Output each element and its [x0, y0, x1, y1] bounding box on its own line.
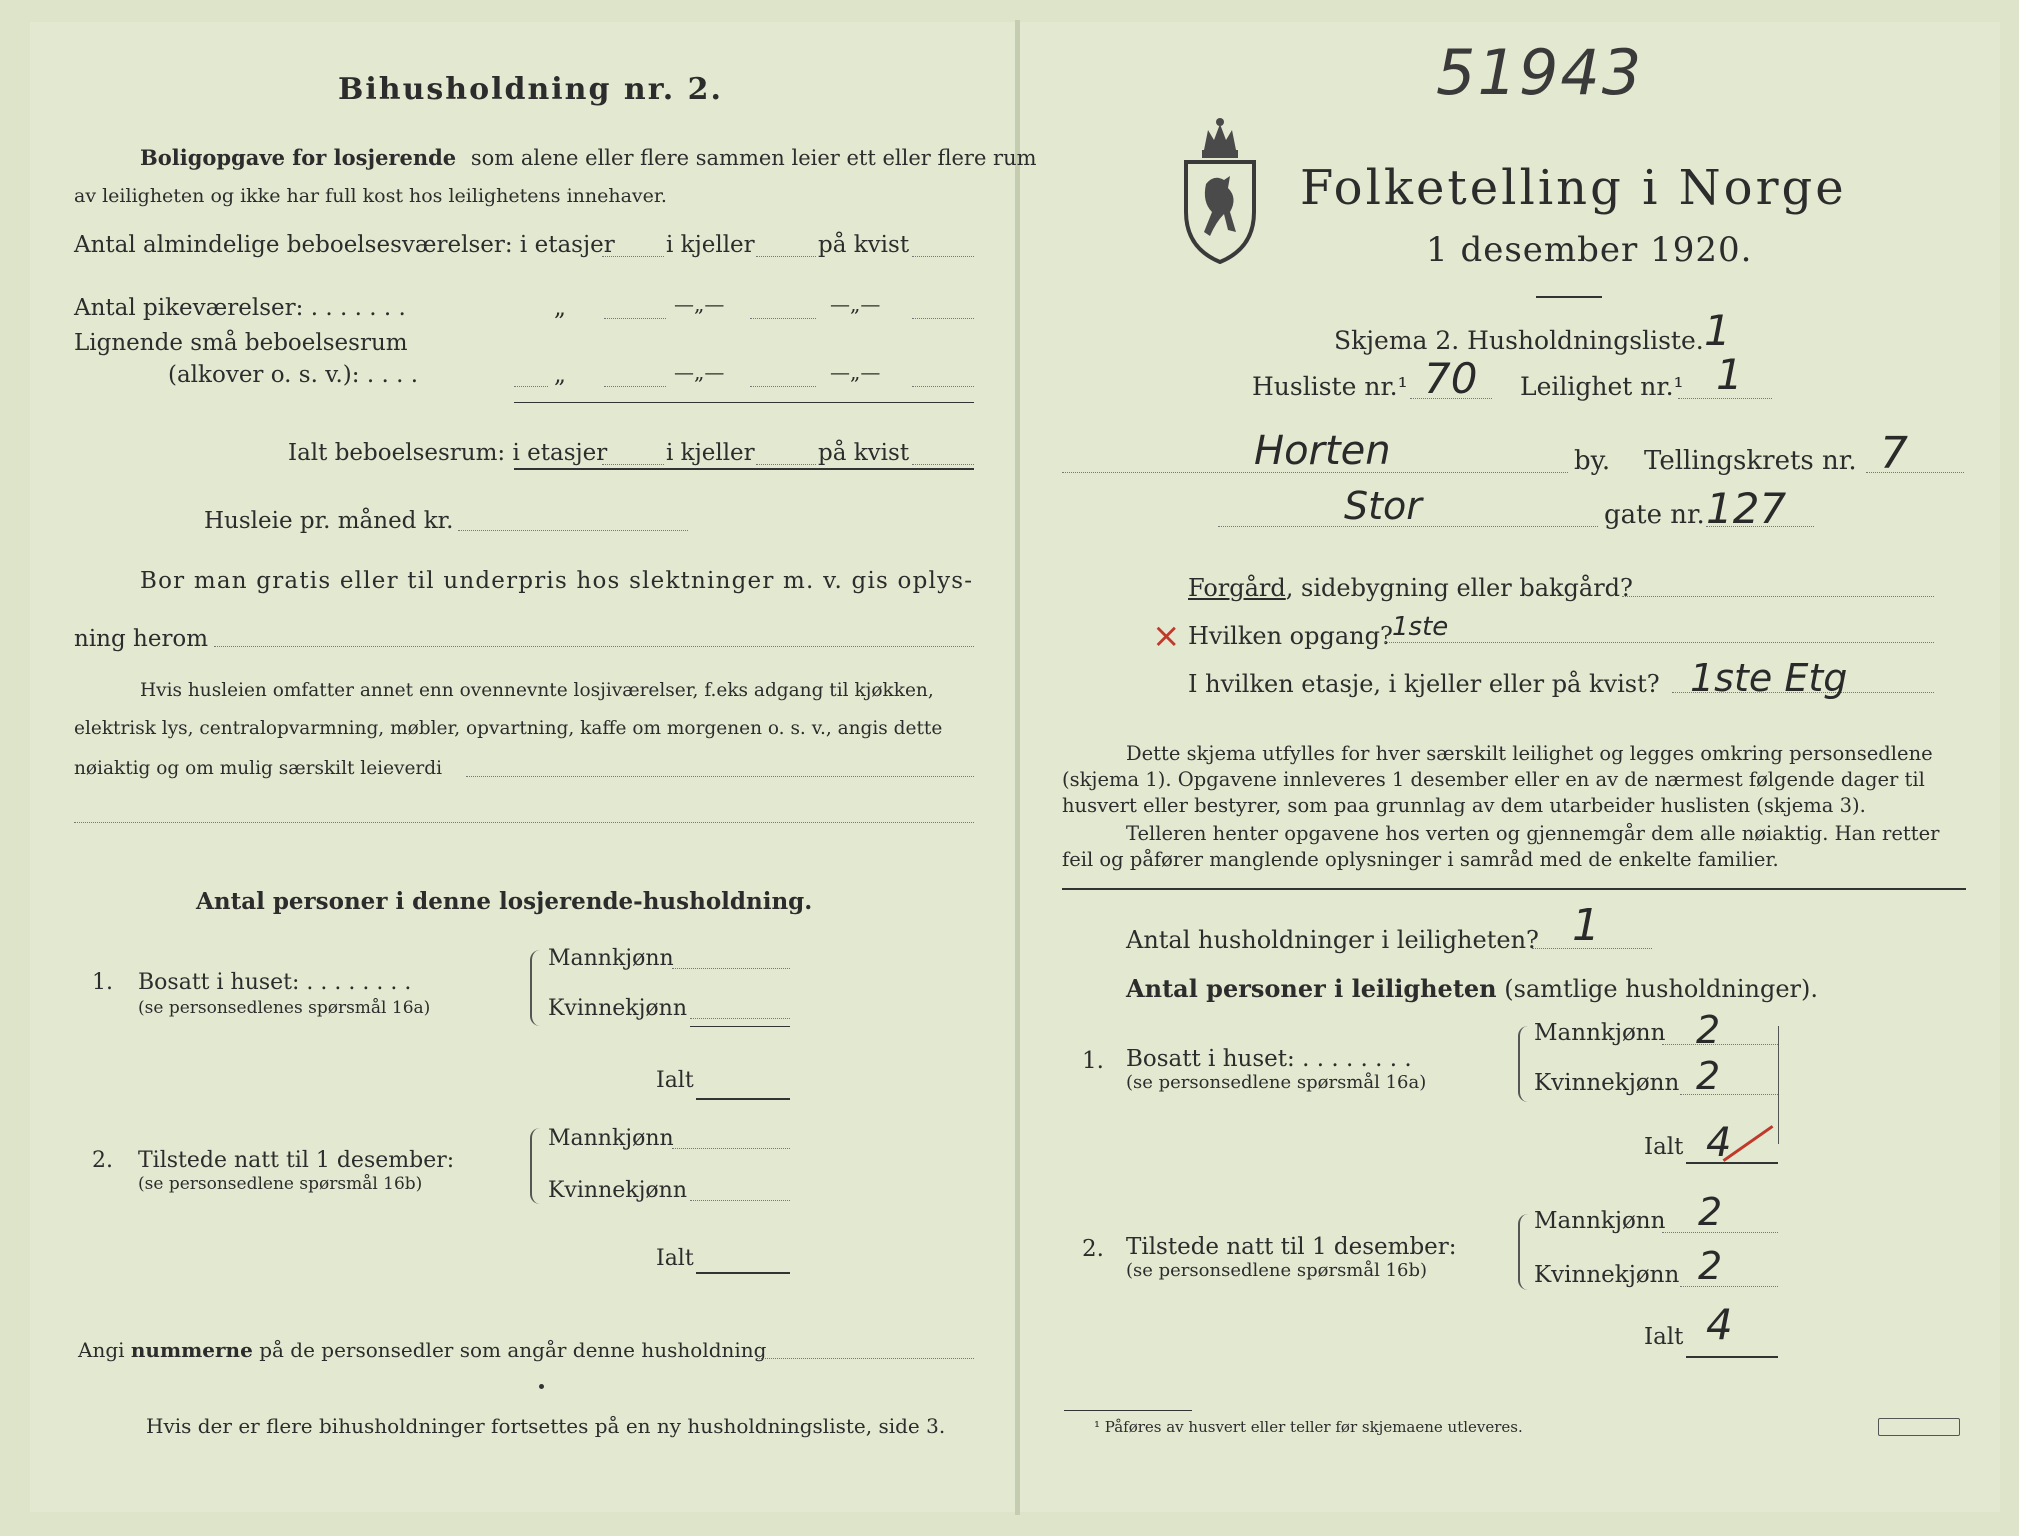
instructions-4: Telleren henter opgavene hos verten og gjennemgår dem alle nøiaktig. Han retter	[1126, 822, 1940, 845]
archive-number: 51943	[1436, 36, 1644, 109]
rooms-label: Antal almindelige beboelsesværelser: i etasjer	[74, 232, 615, 258]
intro-rest: som alene eller flere sammen leier ett eller flere rum	[470, 146, 1037, 170]
instructions-5: feil og påfører manglende oplysninger i samråd med de enkelte familier.	[1062, 848, 1779, 871]
right-persons-heading-rest: (samtlige husholdninger).	[1504, 975, 1819, 1003]
right-persons-heading	[1126, 974, 1818, 1003]
census-date: 1 desember 1920.	[1426, 230, 1753, 270]
small-cellar-field[interactable]	[750, 386, 816, 387]
right-q1-female-field[interactable]	[1680, 1094, 1778, 1095]
opgang-label: Hvilken opgang?	[1188, 622, 1393, 650]
krets-label: Tellingskrets nr.	[1644, 446, 1857, 476]
right-q1-male-label: Mannkjønn	[1534, 1020, 1666, 1046]
left-q1-male-field[interactable]	[672, 968, 790, 969]
left-q1-female-field[interactable]	[690, 1018, 790, 1019]
rent-note-3: nøiaktig og om mulig særskilt leieverdi	[74, 758, 443, 779]
left-q1-female-label: Kvinnekjønn	[548, 996, 687, 1021]
numbers-line	[78, 1338, 766, 1362]
rooms-attic-field[interactable]	[912, 256, 974, 257]
right-q2-total-value[interactable]: 4	[1706, 1300, 1733, 1349]
right-q2-sub: (se personsedlene spørsmål 16b)	[1126, 1260, 1428, 1281]
left-q1-brace	[530, 950, 544, 1026]
rooms-cellar-label: i kjeller	[666, 232, 755, 258]
right-q1-vertical-mark	[1778, 1026, 1779, 1144]
left-q2-total-label: Ialt	[656, 1246, 694, 1271]
page-fold	[1015, 20, 1020, 1515]
left-q2-brace	[530, 1128, 544, 1204]
small-rooms-label-1: Lignende små beboelsesrum	[74, 330, 408, 356]
total-attic-label: på kvist	[818, 440, 910, 466]
right-q2-number: 2.	[1082, 1236, 1104, 1262]
instructions-2: (skjema 1). Opgavene innleveres 1 desember eller en av de nærmest følgende dager til	[1062, 768, 1925, 791]
left-q1-label: Bosatt i huset: . . . . . . . .	[138, 970, 412, 995]
small-etasjer-field[interactable]	[604, 386, 666, 387]
forgard-line	[1188, 574, 1633, 602]
total-cellar-field[interactable]	[756, 464, 816, 465]
right-q2-female-field[interactable]	[1680, 1286, 1778, 1287]
left-q2-female-field[interactable]	[690, 1200, 790, 1201]
etasje-value[interactable]: 1ste Etg	[1690, 656, 1848, 700]
right-q2-label: Tilstede natt til 1 desember:	[1126, 1234, 1457, 1260]
intro-line-1	[140, 145, 1037, 170]
numbers-label-pre: Angi	[78, 1338, 125, 1362]
forgard-underlined: Forgård	[1188, 574, 1286, 602]
numbers-label-bold: nummerne	[130, 1338, 253, 1362]
maid-rooms-label: Antal pikeværelser: . . . . . . .	[74, 295, 406, 321]
total-rooms-label: Ialt beboelsesrum: i etasjer	[288, 440, 608, 466]
right-title: Folketelling i Norge	[1300, 160, 1847, 216]
maid-attic-field[interactable]	[912, 318, 974, 319]
left-q2-label: Tilstede natt til 1 desember:	[138, 1148, 455, 1173]
right-q2-total-label: Ialt	[1644, 1324, 1684, 1350]
maid-ditto-1: „	[554, 295, 566, 321]
city-label: by.	[1574, 446, 1611, 476]
leilighet-value[interactable]: 1	[1716, 350, 1743, 399]
right-q2-male-label: Mannkjønn	[1534, 1208, 1666, 1234]
rooms-rule	[514, 402, 974, 403]
maid-ditto-3: —„—	[830, 292, 881, 316]
instructions-1: Dette skjema utfylles for hver særskilt leilighet og legges omkring personsedlene	[1126, 742, 1933, 765]
intro-bold: Boligopgave for losjerende	[140, 145, 457, 170]
households-label: Antal husholdninger i leiligheten?	[1126, 926, 1539, 954]
free-line-2: ning herom	[74, 626, 209, 652]
maid-cellar-field[interactable]	[750, 318, 816, 319]
right-q2-female-value[interactable]: 2	[1698, 1244, 1723, 1288]
households-value[interactable]: 1	[1572, 900, 1600, 951]
left-q1-male-label: Mannkjønn	[548, 946, 674, 971]
right-q1-female-value[interactable]: 2	[1696, 1054, 1721, 1098]
forgard-rest: , sidebygning eller bakgård?	[1285, 574, 1633, 602]
left-q2-male-field[interactable]	[672, 1148, 790, 1149]
left-q1-total-field[interactable]	[696, 1098, 790, 1100]
small-ditto-1: „	[554, 362, 566, 388]
right-q1-male-value[interactable]: 2	[1696, 1008, 1721, 1052]
schema-value[interactable]: 1	[1704, 306, 1731, 355]
rent-note-field-2[interactable]	[74, 822, 974, 823]
right-q2-male-value[interactable]: 2	[1698, 1190, 1723, 1234]
left-q2-sub: (se personsedlene spørsmål 16b)	[138, 1174, 423, 1194]
leilighet-label: Leilighet nr.¹	[1520, 372, 1684, 401]
rooms-cellar-field[interactable]	[756, 256, 816, 257]
left-q1-rule	[690, 1026, 790, 1027]
intro-line-2: av leiligheten og ikke har full kost hos leilighetens innehaver.	[74, 185, 667, 207]
date-underline	[1536, 296, 1602, 298]
opgang-value[interactable]: 1ste	[1392, 612, 1449, 642]
right-q2-total-field[interactable]	[1686, 1356, 1778, 1358]
right-q1-total-value[interactable]: 4	[1706, 1120, 1732, 1166]
street-value[interactable]: Stor	[1344, 484, 1422, 528]
rent-note-2: elektrisk lys, centralopvarmning, møbler, opvartning, kaffe om morgenen o. s. v., angis dette	[74, 718, 943, 739]
right-q2-female-label: Kvinnekjønn	[1534, 1262, 1680, 1288]
free-field[interactable]	[214, 646, 974, 647]
small-rooms-label-2: (alkover o. s. v.): . . . .	[168, 362, 419, 388]
street-number-value[interactable]: 127	[1706, 484, 1787, 533]
left-q2-female-label: Kvinnekjønn	[548, 1178, 687, 1203]
forgard-field[interactable]	[1622, 596, 1934, 597]
printer-stamp	[1878, 1418, 1960, 1436]
city-value[interactable]: Horten	[1254, 428, 1391, 474]
left-q2-total-field[interactable]	[696, 1272, 790, 1274]
total-cellar-label: i kjeller	[666, 440, 755, 466]
footnote-rule	[1064, 1410, 1192, 1411]
opgang-field[interactable]	[1384, 642, 1934, 643]
etasje-label: I hvilken etasje, i kjeller eller på kvist?	[1188, 670, 1660, 698]
small-attic-field[interactable]	[912, 386, 974, 387]
rent-note-1: Hvis husleien omfatter annet enn ovennevnte losjiværelser, f.eks adgang til kjøkken,	[140, 680, 934, 701]
rent-field[interactable]	[458, 530, 688, 531]
left-q1-total-label: Ialt	[656, 1068, 694, 1093]
schema-label: Skjema 2. Husholdningsliste.	[1334, 326, 1704, 355]
numbers-field[interactable]	[756, 1358, 974, 1359]
street-label: gate nr.	[1604, 500, 1705, 530]
numbers-label-post: på de personsedler som angår denne husholdning	[259, 1338, 767, 1362]
instructions-3: husvert eller bestyrer, som paa grunnlag av dem utarbeider huslisten (skjema 3).	[1062, 794, 1866, 817]
small-ditto-3: —„—	[830, 360, 881, 384]
free-line-1: Bor man gratis eller til underpris hos slektninger m. v. gis oplys-	[140, 568, 974, 594]
right-q1-total-label: Ialt	[1644, 1134, 1684, 1160]
rent-note-field[interactable]	[466, 776, 974, 777]
rooms-etasjer-field[interactable]	[602, 256, 664, 257]
right-q1-number: 1.	[1082, 1048, 1104, 1074]
ink-dot	[539, 1384, 544, 1389]
husliste-label: Husliste nr.¹	[1252, 372, 1408, 401]
total-attic-field[interactable]	[912, 464, 974, 465]
small-ditto-2: —„—	[674, 360, 725, 384]
footnote: ¹ Påføres av husvert eller teller før skjemaene utleveres.	[1094, 1418, 1523, 1436]
total-etasjer-field[interactable]	[602, 464, 664, 465]
left-q1-number: 1.	[92, 970, 113, 995]
right-q1-sub: (se personsedlene spørsmål 16a)	[1126, 1072, 1427, 1093]
norwegian-coat-of-arms-icon	[1180, 112, 1260, 264]
left-q2-number: 2.	[92, 1148, 113, 1173]
small-rooms-pre-field[interactable]	[514, 386, 548, 387]
right-q1-label: Bosatt i huset: . . . . . . . .	[1126, 1046, 1412, 1072]
husliste-value[interactable]: 70	[1424, 354, 1478, 403]
opgang-mark: ×	[1152, 616, 1181, 656]
rooms-attic-label: på kvist	[818, 232, 910, 258]
left-q2-male-label: Mannkjønn	[548, 1126, 674, 1151]
right-q1-total-field[interactable]	[1686, 1162, 1778, 1164]
maid-ditto-2: —„—	[674, 292, 725, 316]
total-rooms-rule	[514, 468, 974, 470]
continue-note: Hvis der er flere bihusholdninger fortsettes på en ny husholdningsliste, side 3.	[146, 1414, 946, 1438]
maid-etasjer-field[interactable]	[604, 318, 666, 319]
instructions-rule	[1062, 888, 1966, 890]
right-q1-brace	[1518, 1026, 1532, 1102]
left-q1-sub: (se personsedlenes spørsmål 16a)	[138, 998, 431, 1018]
right-q1-female-label: Kvinnekjønn	[1534, 1070, 1680, 1096]
left-title: Bihusholdning nr. 2.	[338, 72, 723, 107]
right-persons-heading-bold: Antal personer i leiligheten	[1126, 974, 1497, 1003]
rent-label: Husleie pr. måned kr.	[204, 508, 454, 534]
krets-value[interactable]: 7	[1880, 428, 1908, 479]
right-q2-brace	[1518, 1214, 1532, 1290]
left-persons-heading: Antal personer i denne losjerende-husholdning.	[196, 888, 813, 915]
